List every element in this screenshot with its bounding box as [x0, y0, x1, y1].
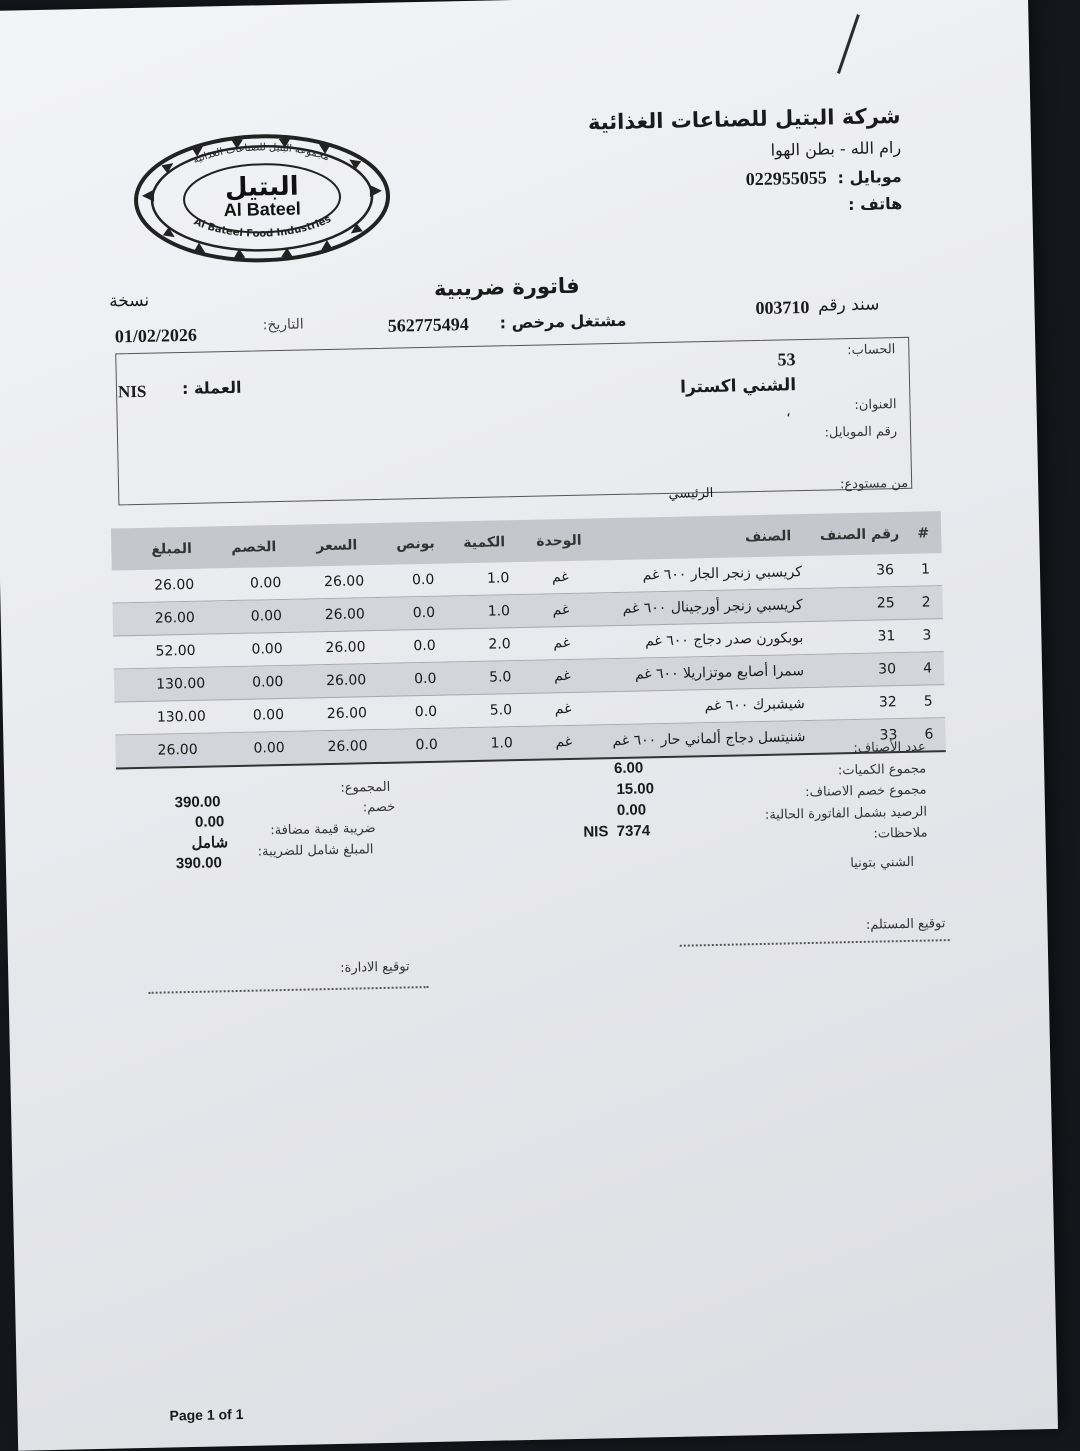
cell-code: 36 [875, 562, 895, 579]
cell-bonus: 0.0 [414, 703, 438, 721]
receiver-signature-label: توقيع المستلم: [865, 916, 946, 933]
cell-unit: غم [555, 733, 573, 751]
header-bonus: بونص [396, 535, 435, 553]
currency-value: NIS [117, 381, 147, 402]
svg-text:مجموعة البتيل للصناعات الغذائي: مجموعة البتيل للصناعات الغذائية [191, 142, 331, 167]
items-count: 6.00 [613, 759, 644, 778]
header-discount: الخصم [231, 539, 277, 557]
date-label: التاريخ: [262, 316, 304, 334]
cell-price: 26.00 [327, 738, 368, 756]
cell-name: شنيتسل دجاج ألماني حار ٦٠٠ غم [612, 729, 806, 750]
pen-mark [837, 14, 860, 74]
cell-discount: 0.00 [253, 739, 285, 757]
cell-amount: 26.00 [154, 609, 196, 627]
cell-idx: 6 [924, 726, 934, 743]
cell-name: بوبكورن صدر دجاج ٦٠٠ غم [644, 630, 804, 650]
cell-price: 26.00 [325, 672, 367, 690]
cell-bonus: 0.0 [413, 670, 437, 688]
cell-bonus: 0.0 [415, 736, 438, 754]
header-item-code: رقم الصنف [819, 526, 900, 544]
cell-price: 26.00 [324, 606, 366, 624]
cell-idx: 4 [922, 660, 933, 677]
cell-qty: 1.0 [486, 570, 510, 587]
cell-amount: 52.00 [155, 642, 196, 660]
company-address: رام الله - بطن الهوا [770, 137, 902, 160]
cell-name: كريسبي زنجر أورجينال ٦٠٠ غم [622, 597, 803, 617]
discount-value: 0.00 [194, 813, 225, 831]
page-number: Page 1 of 1 [169, 1405, 244, 1424]
cell-unit: غم [554, 700, 572, 718]
cell-qty: 2.0 [488, 636, 511, 653]
discount-label: خصم: [362, 799, 396, 816]
store-value: الرئيسي [668, 485, 714, 502]
cell-bonus: 0.0 [413, 637, 436, 655]
subtotal-label: المجموع: [340, 779, 391, 796]
subtotal-value: 390.00 [174, 793, 221, 812]
header-item-name: الصنف [744, 528, 792, 546]
cell-qty: 5.0 [489, 702, 513, 719]
cell-idx: 2 [921, 594, 931, 611]
customer-address: ، [785, 404, 791, 421]
vat-label: ضريبة قيمة مضافة: [270, 821, 376, 839]
cell-name: شيشبرك ٦٠٠ غم [704, 696, 805, 715]
customer-name: الشني اكسترا [679, 375, 797, 398]
svg-text:Al Bateel Food Industries: Al Bateel Food Industries [192, 213, 334, 240]
items-count-label: عدد الأصناف: [853, 739, 926, 757]
items-discount: 0.00 [616, 801, 647, 820]
cell-qty: 1.0 [487, 603, 511, 620]
qty-total-label: مجموع الكميات: [837, 761, 927, 779]
cell-unit: غم [553, 667, 571, 685]
customer-phone-label: رقم الموبايل: [824, 424, 898, 441]
cell-amount: 130.00 [156, 708, 207, 726]
account-label: الحساب: [847, 342, 896, 359]
store-label: من مستودع: [839, 475, 909, 493]
cell-code: 30 [878, 661, 897, 678]
company-name: شركة البتيل للصناعات الغذائية [587, 103, 901, 135]
cell-amount: 130.00 [156, 675, 206, 693]
cell-qty: 1.0 [490, 735, 513, 752]
cell-idx: 1 [920, 561, 931, 578]
header-unit: الوحدة [536, 532, 582, 550]
cell-unit: غم [552, 601, 570, 619]
cell-idx: 3 [922, 627, 932, 644]
header-amount: المبلغ [151, 540, 192, 558]
cell-bonus: 0.0 [412, 604, 436, 622]
header-index: # [917, 525, 930, 542]
cell-code: 33 [879, 727, 898, 744]
cell-discount: 0.00 [252, 673, 284, 691]
doc-number-label: سند رقم [817, 294, 880, 316]
cell-bonus: 0.0 [411, 571, 435, 589]
mobile-label: موبايل : [837, 166, 902, 188]
cell-discount: 0.00 [249, 575, 282, 592]
header-quantity: الكمية [463, 534, 506, 552]
notes-value: الشني بتونيا [850, 854, 915, 872]
company-logo-seal [131, 131, 394, 266]
management-signature-line [149, 984, 429, 994]
customer-address-label: العنوان: [854, 397, 897, 413]
grand-total-value: 390.00 [175, 854, 223, 873]
items-table [111, 511, 946, 769]
account-number: 53 [777, 349, 796, 370]
logo-english-text: Al Bateel [223, 198, 301, 221]
receiver-signature-line [680, 937, 950, 947]
items-discount-label: مجموع خصم الاصناف: [805, 782, 927, 801]
mobile-number: 022955055 [745, 167, 827, 190]
cell-discount: 0.00 [251, 640, 283, 658]
cell-code: 32 [878, 694, 897, 711]
balance-value: NIS 7374 [583, 822, 651, 841]
header-price: السعر [316, 537, 358, 555]
phone-label: هاتف : [847, 193, 903, 215]
cell-unit: غم [551, 568, 569, 586]
cell-name: سمرا أصابع موتزاريلا ٦٠٠ غم [634, 663, 805, 683]
cell-discount: 0.00 [250, 607, 283, 625]
cell-idx: 5 [923, 693, 933, 710]
invoice-title: فاتورة ضريبية [433, 273, 580, 301]
qty-total: 15.00 [616, 780, 655, 799]
vat-value: شامل [191, 834, 229, 852]
cell-discount: 0.00 [252, 706, 285, 724]
grand-total-label: المبلغ شامل للضريبة: [257, 842, 374, 860]
cell-code: 25 [876, 595, 895, 612]
logo-arabic-text: البتيل [224, 171, 299, 204]
balance-label: الرصيد بشمل الفاتورة الحالية: [764, 804, 928, 823]
cell-qty: 5.0 [488, 669, 512, 686]
cell-price: 26.00 [323, 573, 365, 591]
cell-amount: 26.00 [153, 576, 195, 594]
doc-number: 003710 [755, 296, 810, 319]
license-number: 562775494 [387, 314, 469, 336]
cell-code: 31 [877, 628, 896, 645]
cell-name: كريسبي زنجر الجار ٦٠٠ غم [642, 564, 803, 584]
license-label: مشتغل مرخص : [499, 310, 627, 333]
notes-label: ملاحظات: [873, 825, 928, 842]
cell-price: 26.00 [326, 705, 368, 723]
cell-price: 26.00 [325, 639, 366, 657]
currency-label: العملة : [181, 377, 242, 399]
copy-label: نسخة [108, 290, 150, 312]
management-signature-label: توقيع الادارة: [340, 959, 410, 976]
cell-amount: 26.00 [157, 741, 198, 759]
cell-unit: غم [553, 634, 571, 652]
invoice-date: 01/02/2026 [114, 324, 198, 347]
